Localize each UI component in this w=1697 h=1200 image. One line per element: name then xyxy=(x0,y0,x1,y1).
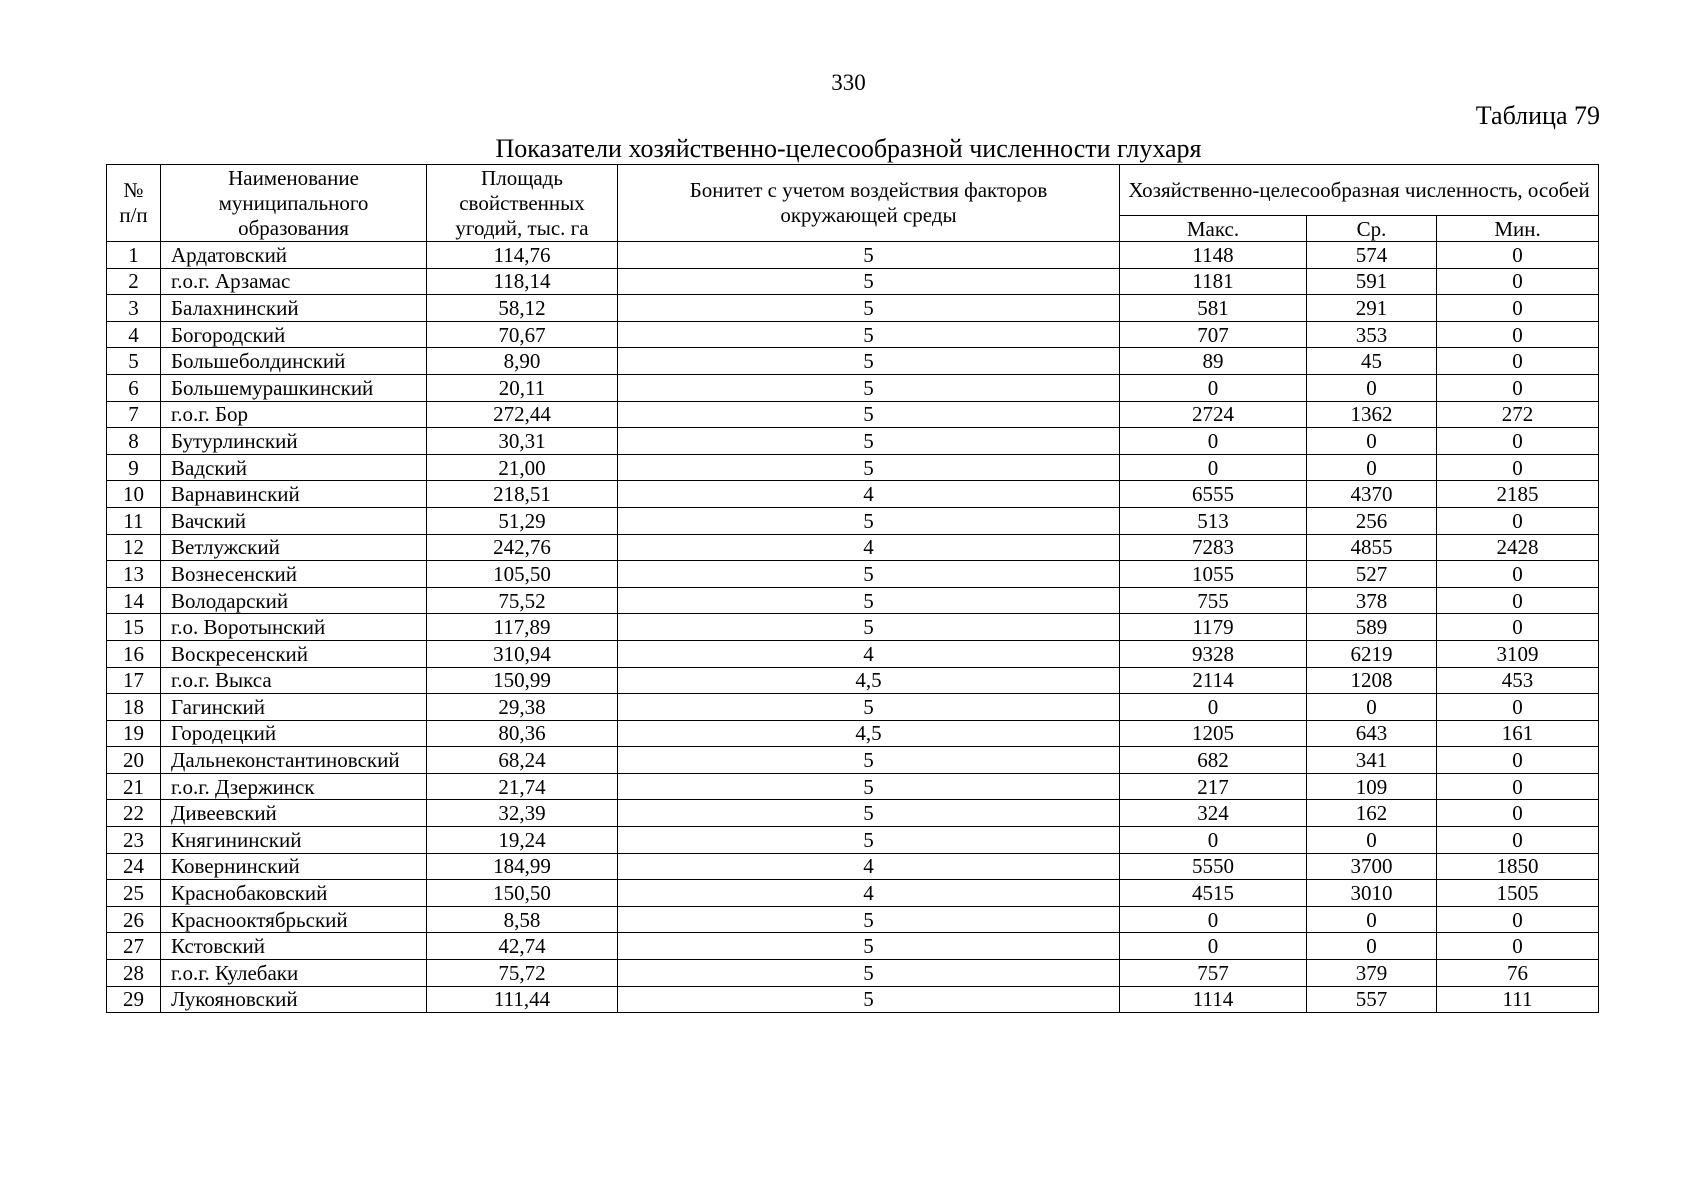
avg-count-cell: 6219 xyxy=(1307,640,1437,667)
header-municipality-name: Наименование муниципального образования xyxy=(161,165,427,242)
row-number-cell: 4 xyxy=(107,321,161,348)
max-count-cell: 0 xyxy=(1120,428,1307,455)
avg-count-cell: 0 xyxy=(1307,428,1437,455)
avg-count-cell: 0 xyxy=(1307,827,1437,854)
habitat-area-cell: 70,67 xyxy=(427,321,618,348)
min-count-cell: 0 xyxy=(1437,906,1599,933)
min-count-cell: 0 xyxy=(1437,321,1599,348)
habitat-area-cell: 150,50 xyxy=(427,880,618,907)
row-number-cell: 13 xyxy=(107,561,161,588)
row-number-cell: 17 xyxy=(107,667,161,694)
habitat-area-cell: 184,99 xyxy=(427,853,618,880)
row-number-cell: 25 xyxy=(107,880,161,907)
avg-count-cell: 0 xyxy=(1307,454,1437,481)
habitat-area-cell: 51,29 xyxy=(427,507,618,534)
max-count-cell: 0 xyxy=(1120,694,1307,721)
max-count-cell: 757 xyxy=(1120,960,1307,987)
avg-count-cell: 379 xyxy=(1307,960,1437,987)
habitat-area-cell: 114,76 xyxy=(427,242,618,269)
table-row xyxy=(107,268,1599,295)
min-count-cell: 272 xyxy=(1437,401,1599,428)
table-row xyxy=(107,853,1599,880)
table-row xyxy=(107,827,1599,854)
max-count-cell: 682 xyxy=(1120,747,1307,774)
max-count-cell: 755 xyxy=(1120,587,1307,614)
header-avg: Ср. xyxy=(1307,216,1437,242)
habitat-area-cell: 150,99 xyxy=(427,667,618,694)
habitat-area-cell: 218,51 xyxy=(427,481,618,508)
avg-count-cell: 0 xyxy=(1307,906,1437,933)
row-number-cell: 16 xyxy=(107,640,161,667)
bonitet-cell: 5 xyxy=(618,507,1120,534)
max-count-cell: 2724 xyxy=(1120,401,1307,428)
max-count-cell: 5550 xyxy=(1120,853,1307,880)
bonitet-cell: 4 xyxy=(618,853,1120,880)
max-count-cell: 89 xyxy=(1120,348,1307,375)
row-number-cell: 27 xyxy=(107,933,161,960)
bonitet-cell: 5 xyxy=(618,587,1120,614)
bonitet-cell: 4,5 xyxy=(618,720,1120,747)
avg-count-cell: 1208 xyxy=(1307,667,1437,694)
avg-count-cell: 256 xyxy=(1307,507,1437,534)
avg-count-cell: 591 xyxy=(1307,268,1437,295)
bonitet-cell: 5 xyxy=(618,268,1120,295)
table-row xyxy=(107,561,1599,588)
table-row xyxy=(107,374,1599,401)
avg-count-cell: 291 xyxy=(1307,295,1437,322)
row-number-cell: 14 xyxy=(107,587,161,614)
municipality-name-cell: Вадский xyxy=(161,454,427,481)
max-count-cell: 2114 xyxy=(1120,667,1307,694)
municipality-name-cell: Гагинский xyxy=(161,694,427,721)
municipality-name-cell: Вачский xyxy=(161,507,427,534)
municipality-name-cell: г.о. Воротынский xyxy=(161,614,427,641)
table-row xyxy=(107,428,1599,455)
habitat-area-cell: 117,89 xyxy=(427,614,618,641)
table-row xyxy=(107,960,1599,987)
max-count-cell: 513 xyxy=(1120,507,1307,534)
avg-count-cell: 162 xyxy=(1307,800,1437,827)
max-count-cell: 324 xyxy=(1120,800,1307,827)
avg-count-cell: 0 xyxy=(1307,374,1437,401)
bonitet-cell: 5 xyxy=(618,561,1120,588)
table-row xyxy=(107,295,1599,322)
row-number-cell: 11 xyxy=(107,507,161,534)
min-count-cell: 0 xyxy=(1437,800,1599,827)
max-count-cell: 1055 xyxy=(1120,561,1307,588)
table-title: Показатели хозяйственно-целесообразной численности глухаря xyxy=(495,134,1202,163)
avg-count-cell: 3700 xyxy=(1307,853,1437,880)
row-number-cell: 9 xyxy=(107,454,161,481)
municipality-name-cell: Большемурашкинский xyxy=(161,374,427,401)
habitat-area-cell: 310,94 xyxy=(427,640,618,667)
habitat-area-cell: 21,00 xyxy=(427,454,618,481)
municipality-name-cell: г.о.г. Кулебаки xyxy=(161,960,427,987)
habitat-area-cell: 8,90 xyxy=(427,348,618,375)
table-row xyxy=(107,773,1599,800)
table-row xyxy=(107,694,1599,721)
bonitet-cell: 5 xyxy=(618,960,1120,987)
avg-count-cell: 589 xyxy=(1307,614,1437,641)
habitat-area-cell: 8,58 xyxy=(427,906,618,933)
bonitet-cell: 5 xyxy=(618,773,1120,800)
bonitet-cell: 4 xyxy=(618,880,1120,907)
min-count-cell: 1505 xyxy=(1437,880,1599,907)
max-count-cell: 0 xyxy=(1120,374,1307,401)
capercaillie-population-table xyxy=(106,164,1599,1013)
min-count-cell: 0 xyxy=(1437,694,1599,721)
max-count-cell: 4515 xyxy=(1120,880,1307,907)
row-number-cell: 26 xyxy=(107,906,161,933)
bonitet-cell: 5 xyxy=(618,906,1120,933)
table-row xyxy=(107,534,1599,561)
min-count-cell: 3109 xyxy=(1437,640,1599,667)
avg-count-cell: 527 xyxy=(1307,561,1437,588)
bonitet-cell: 4 xyxy=(618,481,1120,508)
header-habitat-area: Площадь свойственных угодий, тыс. га xyxy=(427,165,618,242)
avg-count-cell: 341 xyxy=(1307,747,1437,774)
bonitet-cell: 5 xyxy=(618,401,1120,428)
avg-count-cell: 353 xyxy=(1307,321,1437,348)
min-count-cell: 0 xyxy=(1437,773,1599,800)
bonitet-cell: 5 xyxy=(618,694,1120,721)
habitat-area-cell: 272,44 xyxy=(427,401,618,428)
bonitet-cell: 5 xyxy=(618,800,1120,827)
row-number-cell: 15 xyxy=(107,614,161,641)
municipality-name-cell: Краснобаковский xyxy=(161,880,427,907)
table-row xyxy=(107,507,1599,534)
habitat-area-cell: 32,39 xyxy=(427,800,618,827)
habitat-area-cell: 29,38 xyxy=(427,694,618,721)
avg-count-cell: 4370 xyxy=(1307,481,1437,508)
max-count-cell: 1205 xyxy=(1120,720,1307,747)
bonitet-cell: 5 xyxy=(618,428,1120,455)
row-number-cell: 29 xyxy=(107,986,161,1013)
habitat-area-cell: 118,14 xyxy=(427,268,618,295)
habitat-area-cell: 242,76 xyxy=(427,534,618,561)
min-count-cell: 0 xyxy=(1437,933,1599,960)
header-max: Макс. xyxy=(1120,216,1307,242)
habitat-area-cell: 20,11 xyxy=(427,374,618,401)
max-count-cell: 1181 xyxy=(1120,268,1307,295)
row-number-cell: 21 xyxy=(107,773,161,800)
avg-count-cell: 0 xyxy=(1307,933,1437,960)
max-count-cell: 9328 xyxy=(1120,640,1307,667)
municipality-name-cell: Ковернинский xyxy=(161,853,427,880)
avg-count-cell: 45 xyxy=(1307,348,1437,375)
min-count-cell: 0 xyxy=(1437,348,1599,375)
min-count-cell: 111 xyxy=(1437,986,1599,1013)
table-row xyxy=(107,242,1599,269)
table-row xyxy=(107,880,1599,907)
table-row xyxy=(107,667,1599,694)
max-count-cell: 6555 xyxy=(1120,481,1307,508)
min-count-cell: 0 xyxy=(1437,587,1599,614)
row-number-cell: 2 xyxy=(107,268,161,295)
municipality-name-cell: Дивеевский xyxy=(161,800,427,827)
habitat-area-cell: 75,52 xyxy=(427,587,618,614)
max-count-cell: 217 xyxy=(1120,773,1307,800)
habitat-area-cell: 21,74 xyxy=(427,773,618,800)
bonitet-cell: 5 xyxy=(618,986,1120,1013)
avg-count-cell: 3010 xyxy=(1307,880,1437,907)
municipality-name-cell: Воскресенский xyxy=(161,640,427,667)
min-count-cell: 161 xyxy=(1437,720,1599,747)
municipality-name-cell: Княгининский xyxy=(161,827,427,854)
row-number-cell: 28 xyxy=(107,960,161,987)
row-number-cell: 24 xyxy=(107,853,161,880)
municipality-name-cell: Краснооктябрьский xyxy=(161,906,427,933)
avg-count-cell: 643 xyxy=(1307,720,1437,747)
max-count-cell: 0 xyxy=(1120,827,1307,854)
municipality-name-cell: Городецкий xyxy=(161,720,427,747)
row-number-cell: 22 xyxy=(107,800,161,827)
table-row xyxy=(107,720,1599,747)
avg-count-cell: 109 xyxy=(1307,773,1437,800)
bonitet-cell: 5 xyxy=(618,295,1120,322)
table-row xyxy=(107,800,1599,827)
min-count-cell: 1850 xyxy=(1437,853,1599,880)
min-count-cell: 0 xyxy=(1437,428,1599,455)
municipality-name-cell: Богородский xyxy=(161,321,427,348)
avg-count-cell: 557 xyxy=(1307,986,1437,1013)
habitat-area-cell: 58,12 xyxy=(427,295,618,322)
avg-count-cell: 378 xyxy=(1307,587,1437,614)
row-number-cell: 1 xyxy=(107,242,161,269)
avg-count-cell: 574 xyxy=(1307,242,1437,269)
min-count-cell: 0 xyxy=(1437,268,1599,295)
max-count-cell: 581 xyxy=(1120,295,1307,322)
min-count-cell: 0 xyxy=(1437,295,1599,322)
table-row xyxy=(107,640,1599,667)
min-count-cell: 0 xyxy=(1437,827,1599,854)
bonitet-cell: 5 xyxy=(618,374,1120,401)
min-count-cell: 0 xyxy=(1437,374,1599,401)
max-count-cell: 1148 xyxy=(1120,242,1307,269)
table-row xyxy=(107,401,1599,428)
table-row xyxy=(107,614,1599,641)
max-count-cell: 0 xyxy=(1120,906,1307,933)
bonitet-cell: 5 xyxy=(618,242,1120,269)
avg-count-cell: 0 xyxy=(1307,694,1437,721)
municipality-name-cell: г.о.г. Бор xyxy=(161,401,427,428)
habitat-area-cell: 80,36 xyxy=(427,720,618,747)
row-number-cell: 7 xyxy=(107,401,161,428)
municipality-name-cell: Дальнеконстантиновский xyxy=(161,747,427,774)
min-count-cell: 0 xyxy=(1437,454,1599,481)
min-count-cell: 0 xyxy=(1437,242,1599,269)
municipality-name-cell: Лукояновский xyxy=(161,986,427,1013)
table-body xyxy=(107,242,1599,1013)
min-count-cell: 0 xyxy=(1437,614,1599,641)
table-row xyxy=(107,906,1599,933)
page-number: 330 xyxy=(831,70,866,95)
header-bonitet: Бонитет с учетом воздействия факторов окружающей среды xyxy=(618,165,1120,242)
municipality-name-cell: Ардатовский xyxy=(161,242,427,269)
max-count-cell: 707 xyxy=(1120,321,1307,348)
bonitet-cell: 5 xyxy=(618,321,1120,348)
bonitet-cell: 5 xyxy=(618,933,1120,960)
row-number-cell: 5 xyxy=(107,348,161,375)
max-count-cell: 0 xyxy=(1120,933,1307,960)
habitat-area-cell: 68,24 xyxy=(427,747,618,774)
min-count-cell: 76 xyxy=(1437,960,1599,987)
municipality-name-cell: Кстовский xyxy=(161,933,427,960)
municipality-name-cell: Ветлужский xyxy=(161,534,427,561)
municipality-name-cell: Бутурлинский xyxy=(161,428,427,455)
bonitet-cell: 4,5 xyxy=(618,667,1120,694)
municipality-name-cell: Варнавинский xyxy=(161,481,427,508)
avg-count-cell: 4855 xyxy=(1307,534,1437,561)
municipality-name-cell: Володарский xyxy=(161,587,427,614)
header-population-group: Хозяйственно-целесообразная численность, особей xyxy=(1120,165,1599,216)
row-number-cell: 19 xyxy=(107,720,161,747)
table-row xyxy=(107,986,1599,1013)
table-row xyxy=(107,747,1599,774)
bonitet-cell: 5 xyxy=(618,454,1120,481)
table-row xyxy=(107,933,1599,960)
table-row xyxy=(107,587,1599,614)
bonitet-cell: 5 xyxy=(618,348,1120,375)
header-min: Мин. xyxy=(1437,216,1599,242)
table-row xyxy=(107,321,1599,348)
row-number-cell: 12 xyxy=(107,534,161,561)
bonitet-cell: 5 xyxy=(618,614,1120,641)
habitat-area-cell: 105,50 xyxy=(427,561,618,588)
max-count-cell: 1114 xyxy=(1120,986,1307,1013)
bonitet-cell: 4 xyxy=(618,640,1120,667)
avg-count-cell: 1362 xyxy=(1307,401,1437,428)
header-row-number: № п/п xyxy=(107,165,161,242)
min-count-cell: 453 xyxy=(1437,667,1599,694)
table-row xyxy=(107,454,1599,481)
municipality-name-cell: г.о.г. Арзамас xyxy=(161,268,427,295)
row-number-cell: 3 xyxy=(107,295,161,322)
municipality-name-cell: г.о.г. Дзержинск xyxy=(161,773,427,800)
municipality-name-cell: Вознесенский xyxy=(161,561,427,588)
row-number-cell: 6 xyxy=(107,374,161,401)
municipality-name-cell: Большеболдинский xyxy=(161,348,427,375)
bonitet-cell: 4 xyxy=(618,534,1120,561)
max-count-cell: 1179 xyxy=(1120,614,1307,641)
row-number-cell: 10 xyxy=(107,481,161,508)
table-label: Таблица 79 xyxy=(1475,101,1600,130)
min-count-cell: 2428 xyxy=(1437,534,1599,561)
habitat-area-cell: 42,74 xyxy=(427,933,618,960)
row-number-cell: 23 xyxy=(107,827,161,854)
row-number-cell: 18 xyxy=(107,694,161,721)
habitat-area-cell: 75,72 xyxy=(427,960,618,987)
municipality-name-cell: г.о.г. Выкса xyxy=(161,667,427,694)
table-row xyxy=(107,481,1599,508)
bonitet-cell: 5 xyxy=(618,747,1120,774)
table-row xyxy=(107,348,1599,375)
max-count-cell: 7283 xyxy=(1120,534,1307,561)
max-count-cell: 0 xyxy=(1120,454,1307,481)
row-number-cell: 20 xyxy=(107,747,161,774)
min-count-cell: 0 xyxy=(1437,747,1599,774)
min-count-cell: 0 xyxy=(1437,507,1599,534)
row-number-cell: 8 xyxy=(107,428,161,455)
bonitet-cell: 5 xyxy=(618,827,1120,854)
min-count-cell: 2185 xyxy=(1437,481,1599,508)
min-count-cell: 0 xyxy=(1437,561,1599,588)
habitat-area-cell: 111,44 xyxy=(427,986,618,1013)
habitat-area-cell: 19,24 xyxy=(427,827,618,854)
habitat-area-cell: 30,31 xyxy=(427,428,618,455)
municipality-name-cell: Балахнинский xyxy=(161,295,427,322)
